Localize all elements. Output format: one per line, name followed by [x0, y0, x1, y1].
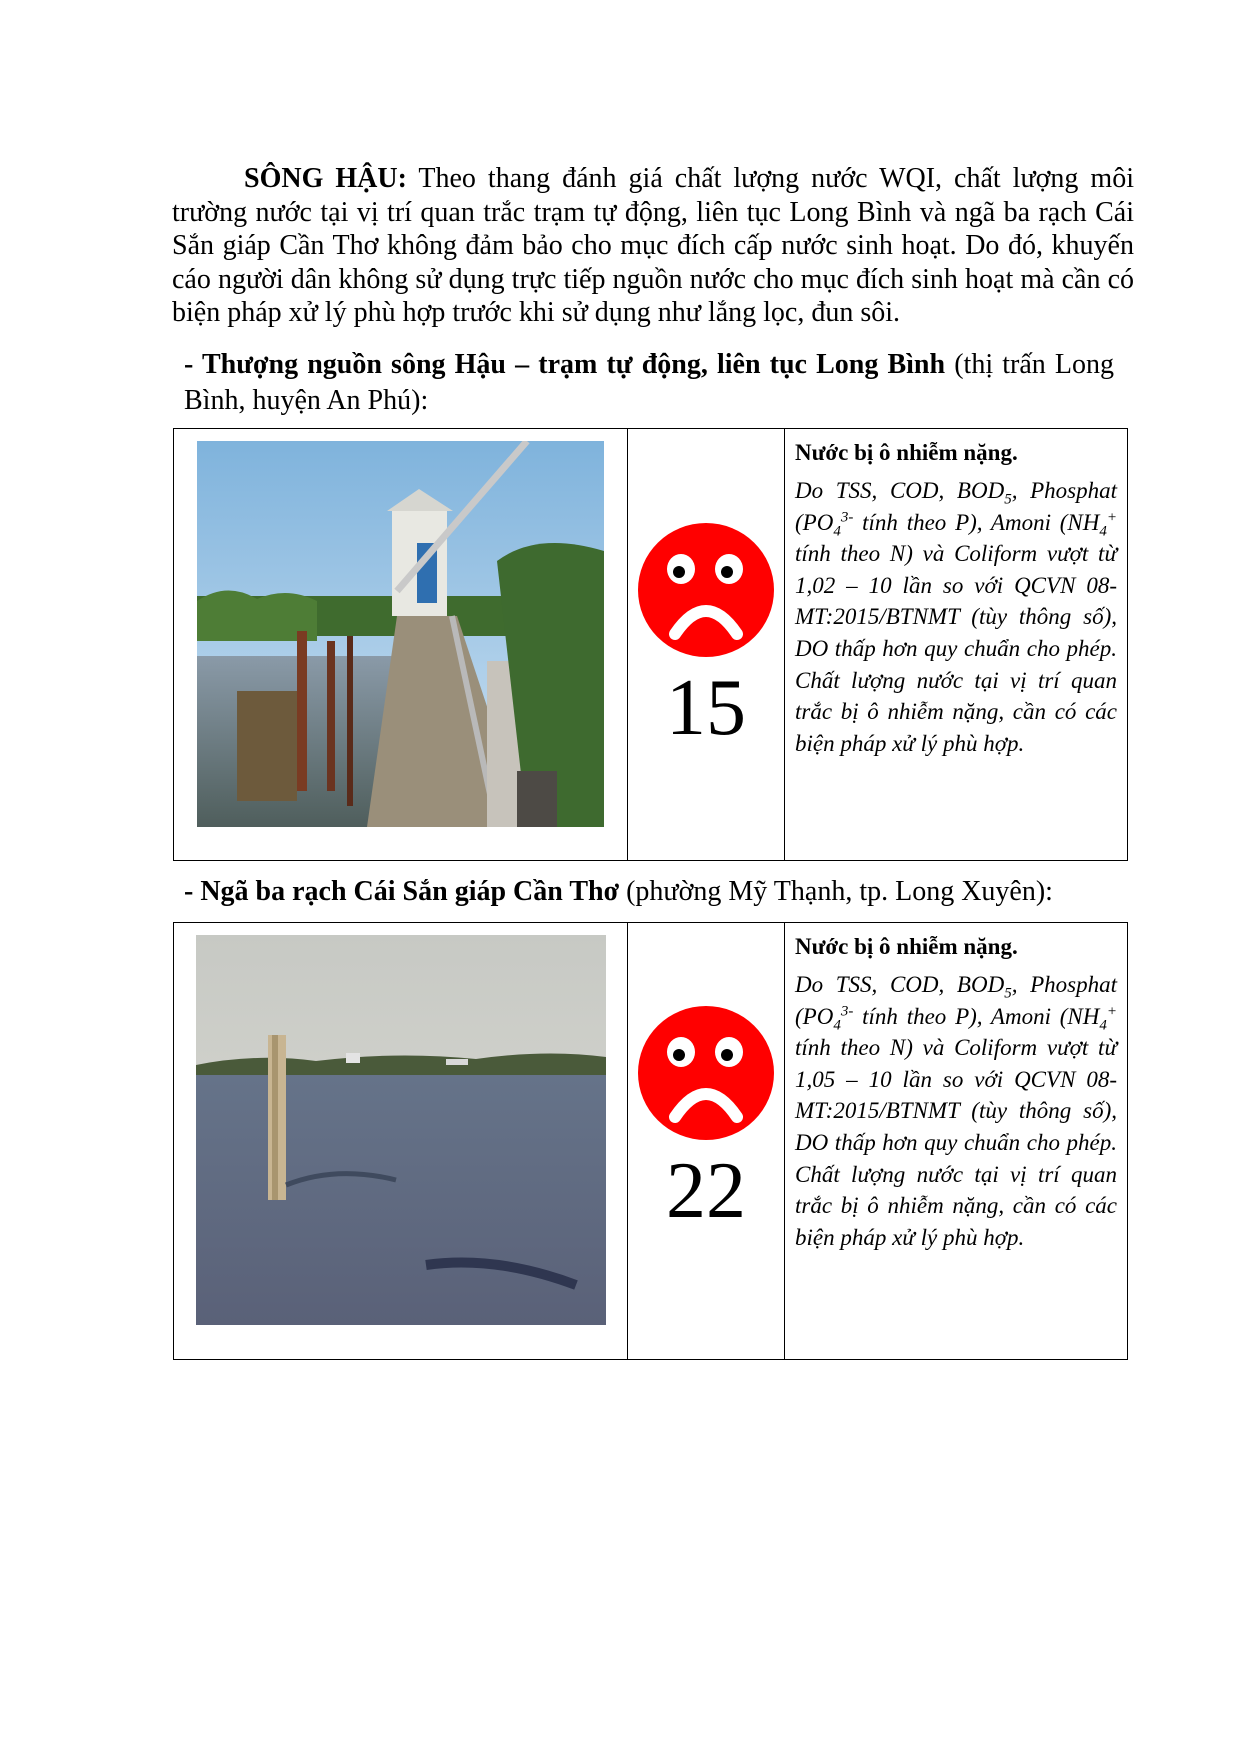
sad-face-icon	[637, 1005, 775, 1141]
sad-face-icon	[637, 522, 775, 658]
intro-paragraph	[172, 162, 1134, 330]
pollution-detail: Do TSS, COD, $BOD_5$, Phosphat ($PO_4^{3-}$ tính theo P), Amoni ($NH_4^+$ tính theo N) và Coliform vượt từ 1,05 – 10 lần so với QCVN 08-MT:2015/BTNMT (tùy thông số), DO thấp hơn quy chuẩn cho phép. Chất lượng nước tại vị trí quan trắc bị ô nhiễm nặng, cần có các biện pháp xử lý phù hợp.	[795, 972, 1117, 1250]
station-1-table	[173, 428, 1128, 861]
river-post-photo-icon	[196, 935, 606, 1325]
station-2-location: (phường Mỹ Thạnh, tp. Long Xuyên):	[619, 876, 1053, 907]
wqi-value: 22	[666, 1147, 746, 1235]
station-2-heading: - Ngã ba rạch Cái Sắn giáp Cần Thơ (phường Mỹ Thạnh, tp. Long Xuyên):	[184, 876, 1053, 907]
station-1-face-cell	[628, 429, 785, 861]
station-2-title: Ngã ba rạch Cái Sắn giáp Cần Thơ	[200, 876, 620, 907]
river-station-photo-icon	[197, 441, 604, 827]
station-1-photo-cell	[174, 429, 628, 861]
station-1-location: (thị trấn Long Bình, huyện An Phú):	[184, 349, 1114, 416]
station-1-heading: - Thượng nguồn sông Hậu – trạm tự động, liên tục Long Bình (thị trấn Long Bình, huyện An Phú):	[184, 349, 1114, 416]
station-2-face-cell	[628, 923, 785, 1360]
intro-label: SÔNG HẬU:	[244, 163, 407, 194]
wqi-value: 15	[666, 664, 746, 752]
station-2-photo-cell	[174, 923, 628, 1360]
intro-text: Theo thang đánh giá chất lượng nước WQI, chất lượng môi trường nước tại vị trí quan trắc trạm tự động, liên tục Long Bình và ngã ba rạch Cái Sắn giáp Cần Thơ không đảm bảo cho mục đích cấp nước sinh hoạt. Do đó, khuyến cáo người dân không sử dụng trực tiếp nguồn nước cho mục đích sinh hoạt mà cần có biện pháp xử lý phù hợp trước khi sử dụng như lắng lọc, đun sôi.	[172, 163, 1134, 328]
station-1-title: Thượng nguồn sông Hậu – trạm tự động, liên tục Long Bình	[201, 349, 946, 380]
station-1-description-cell	[785, 429, 1128, 861]
station-2-description-cell	[785, 923, 1128, 1360]
pollution-status: Nước bị ô nhiễm nặng.	[795, 440, 1018, 465]
pollution-status: Nước bị ô nhiễm nặng.	[795, 934, 1018, 959]
pollution-detail: Do TSS, COD, $BOD_5$, Phosphat ($PO_4^{3-}$ tính theo P), Amoni ($NH_4^+$ tính theo N) và Coliform vượt từ 1,02 – 10 lần so với QCVN 08-MT:2015/BTNMT (tùy thông số), DO thấp hơn quy chuẩn cho phép. Chất lượng nước tại vị trí quan trắc bị ô nhiễm nặng, cần có các biện pháp xử lý phù hợp.	[795, 478, 1117, 756]
station-2-table	[173, 922, 1128, 1360]
